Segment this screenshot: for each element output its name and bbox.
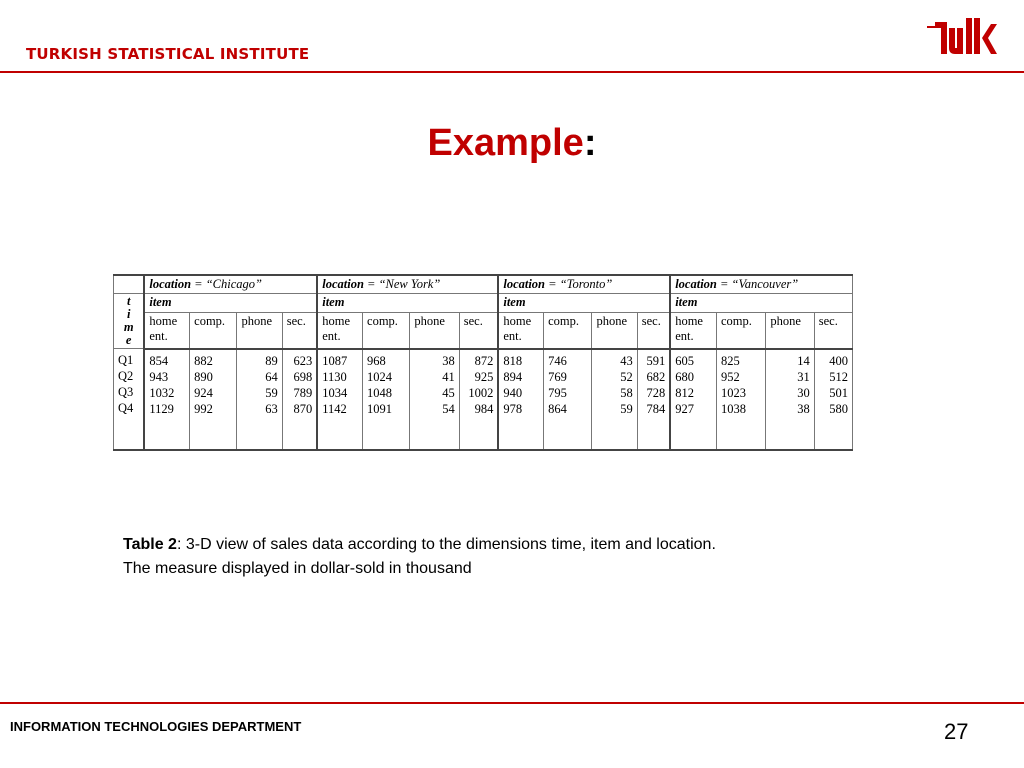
value-cell: 992 — [194, 401, 213, 416]
item-name-header: sec. — [814, 313, 852, 349]
location-header-new-york: location = “New York” — [317, 275, 498, 294]
value-column — [237, 349, 282, 450]
value-column — [766, 349, 814, 450]
location-header-row — [114, 275, 853, 294]
footer-divider — [0, 702, 1024, 704]
item-name-header: home ent. — [144, 313, 189, 349]
value-cell: 512 — [829, 369, 848, 384]
caption-line2: The measure displayed in dollar-sold in thousand — [123, 560, 472, 577]
value-cell: 400 — [829, 353, 848, 368]
value-cell: 64 — [265, 369, 278, 384]
page-number: 27 — [944, 719, 969, 744]
slide-title-colon: : — [583, 122, 597, 164]
value-cell: 864 — [548, 401, 567, 416]
value-cell: 812 — [675, 385, 694, 400]
item-label-vancouver: item — [670, 294, 852, 313]
item-label-new-york: item — [317, 294, 498, 313]
value-cell: 43 — [620, 353, 633, 368]
value-cell: 872 — [474, 353, 494, 368]
value-cell: 984 — [474, 401, 494, 416]
value-cell: 89 — [265, 353, 278, 368]
value-cell: 38 — [442, 353, 455, 368]
value-cell: 825 — [721, 353, 740, 368]
value-column — [410, 349, 459, 450]
value-cell: 501 — [829, 385, 848, 400]
value-cell: 1034 — [322, 385, 348, 400]
item-name-header: sec. — [282, 313, 317, 349]
value-cell: 894 — [503, 369, 523, 384]
value-cell: 784 — [646, 401, 666, 416]
value-cell: 870 — [293, 401, 313, 416]
value-cell: 59 — [265, 385, 278, 400]
value-cell: 1091 — [367, 401, 393, 416]
item-name-header: comp. — [717, 313, 766, 349]
value-cell: 1032 — [149, 385, 175, 400]
value-cell: 58 — [620, 385, 633, 400]
value-cell: 41 — [442, 369, 455, 384]
item-label-toronto: item — [498, 294, 670, 313]
value-cell: 795 — [548, 385, 567, 400]
time-axis-label: t i m e — [114, 294, 145, 349]
value-cell: 580 — [829, 401, 848, 416]
value-cell: 45 — [442, 385, 455, 400]
value-cell: 1130 — [322, 369, 347, 384]
item-name-header: sec. — [637, 313, 670, 349]
value-cell: 1129 — [149, 401, 174, 416]
item-name-header: comp. — [190, 313, 237, 349]
value-cell: 728 — [646, 385, 666, 400]
value-cell: 968 — [367, 353, 386, 368]
value-cell: 818 — [503, 353, 523, 368]
value-column — [459, 349, 498, 450]
value-column — [144, 349, 189, 450]
value-column — [363, 349, 410, 450]
item-name-header: phone — [766, 313, 814, 349]
tuik-logo — [925, 14, 997, 56]
location-header-chicago: location = “Chicago” — [144, 275, 317, 294]
item-name-header: phone — [592, 313, 637, 349]
item-names-row — [114, 313, 853, 349]
value-cell: 52 — [620, 369, 633, 384]
value-column — [544, 349, 592, 450]
value-cell: 698 — [293, 369, 313, 384]
value-cell: 925 — [474, 369, 494, 384]
item-label-chicago: item — [144, 294, 317, 313]
value-cell: 978 — [503, 401, 523, 416]
caption-label: Table 2 — [123, 536, 177, 553]
value-cell: 1142 — [322, 401, 347, 416]
item-name-header: home ent. — [317, 313, 362, 349]
value-cell: 1038 — [721, 401, 746, 416]
sales-cube-table — [113, 274, 853, 451]
value-cell: 680 — [675, 369, 694, 384]
value-cell: 943 — [149, 369, 169, 384]
item-name-header: home ent. — [670, 313, 716, 349]
location-header-vancouver: location = “Vancouver” — [670, 275, 852, 294]
corner-cell — [114, 275, 145, 294]
value-cell: 769 — [548, 369, 567, 384]
quarter-column — [114, 349, 145, 450]
value-cell: 890 — [194, 369, 213, 384]
value-cell: 623 — [293, 353, 313, 368]
value-cell: 927 — [675, 401, 694, 416]
quarter-label: Q4 — [118, 401, 134, 415]
value-column — [637, 349, 670, 450]
header-title: TURKISH STATISTICAL INSTITUTE — [26, 45, 310, 63]
quarter-label: Q2 — [118, 369, 134, 383]
value-cell: 1002 — [468, 385, 494, 400]
value-cell: 952 — [721, 369, 740, 384]
value-cell: 882 — [194, 353, 213, 368]
location-header-toronto: location = “Toronto” — [498, 275, 670, 294]
value-cell: 14 — [797, 353, 810, 368]
value-cell: 924 — [194, 385, 213, 400]
caption-line1: : 3-D view of sales data according to the dimensions time, item and location. — [176, 536, 716, 553]
data-row — [114, 349, 853, 450]
value-column — [814, 349, 852, 450]
value-cell: 30 — [797, 385, 810, 400]
value-cell: 63 — [265, 401, 278, 416]
value-cell: 1087 — [322, 353, 348, 368]
item-header-row — [114, 294, 853, 313]
sales-cube-table-wrap — [113, 274, 853, 447]
value-column — [498, 349, 543, 450]
value-column — [190, 349, 237, 450]
item-name-header: comp. — [363, 313, 410, 349]
value-cell: 1023 — [721, 385, 746, 400]
table-caption — [123, 533, 923, 581]
value-cell: 1048 — [367, 385, 393, 400]
value-cell: 746 — [548, 353, 567, 368]
value-cell: 591 — [646, 353, 666, 368]
quarter-label: Q3 — [118, 385, 134, 399]
item-name-header: home ent. — [498, 313, 543, 349]
item-name-header: phone — [410, 313, 459, 349]
value-cell: 54 — [442, 401, 455, 416]
value-column — [670, 349, 716, 450]
value-cell: 1024 — [367, 369, 393, 384]
value-column — [592, 349, 637, 450]
value-cell: 682 — [646, 369, 666, 384]
footer-department: INFORMATION TECHNOLOGIES DEPARTMENT — [10, 719, 302, 734]
value-cell: 59 — [620, 401, 633, 416]
header-divider — [0, 71, 1024, 73]
value-cell: 854 — [149, 353, 169, 368]
item-name-header: phone — [237, 313, 282, 349]
quarter-label: Q1 — [118, 353, 134, 367]
item-name-header: sec. — [459, 313, 498, 349]
value-column — [282, 349, 317, 450]
value-cell: 789 — [293, 385, 313, 400]
slide-title — [0, 122, 1024, 165]
value-cell: 31 — [797, 369, 810, 384]
value-column — [317, 349, 362, 450]
value-cell: 38 — [797, 401, 810, 416]
value-cell: 605 — [675, 353, 694, 368]
value-column — [717, 349, 766, 450]
value-cell: 940 — [503, 385, 523, 400]
item-name-header: comp. — [544, 313, 592, 349]
slide-title-text: Example — [427, 122, 584, 164]
